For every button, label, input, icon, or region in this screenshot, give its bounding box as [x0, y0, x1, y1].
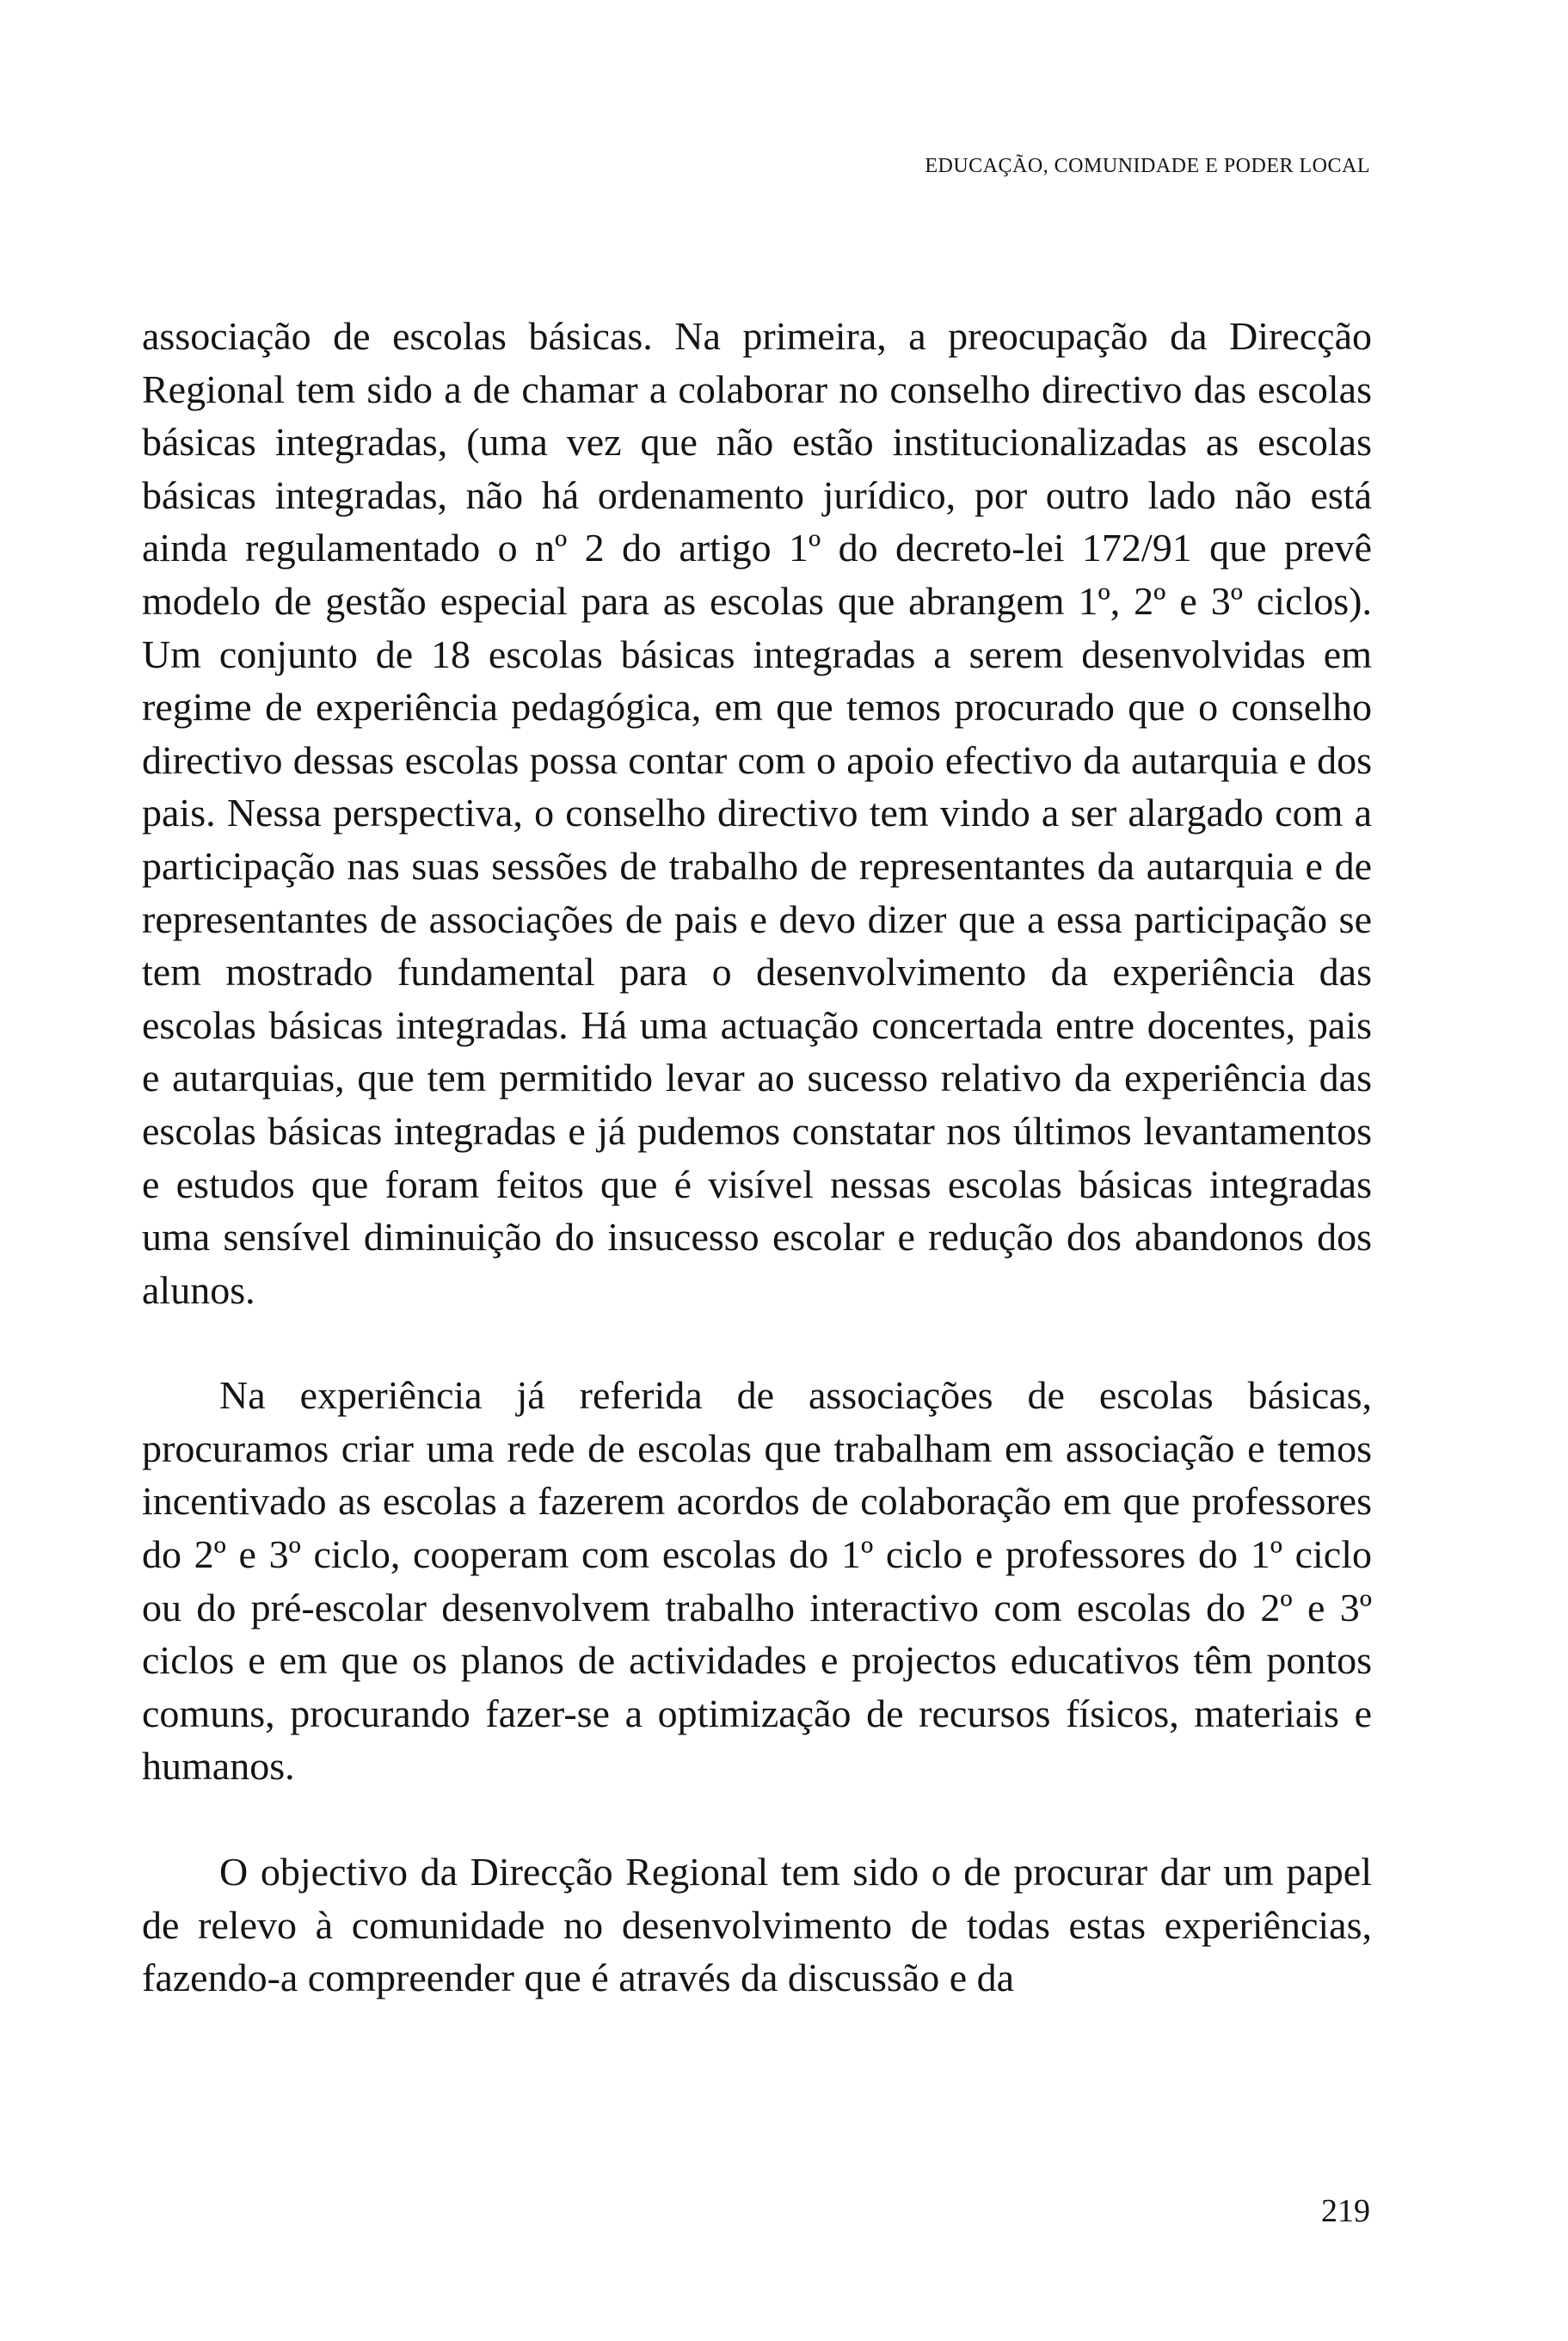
- paragraph-2: Na experiência já referida de associações de escolas básicas, procuramos criar uma rede de escolas que trabalham em associação e temos incentivado as escolas a fazerem acordos de colaboração em que professores do 2º e 3º ciclo, cooperam com escolas do 1º ciclo e professores do 1º ciclo ou do pré-escolar desenvolvem trabalho interactivo com escolas do 2º e 3º ciclos e em que os planos de actividades e projectos educativos têm pontos comuns, procurando fazer-se a optimização de recursos físicos, materiais e humanos.: [142, 1373, 1372, 1789]
- running-header: EDUCAÇÃO, COMUNIDADE E PODER LOCAL: [925, 155, 1370, 177]
- page-number: 219: [1321, 2193, 1370, 2229]
- paragraph-1: associação de escolas básicas. Na primeira, a preocupação da Direcção Regional tem sido a de chamar a colaborar no conselho directivo das escolas básicas integradas, (uma vez que não estão institucionalizadas as escolas básicas integradas, não há ordenamento jurídico, por outro lado não está ainda regulamentado o nº 2 do artigo 1º do decreto-lei 172/91 que prevê modelo de gestão especial para as escolas que abrangem 1º, 2º e 3º ciclos). Um conjunto de 18 escolas básicas integradas a serem desenvolvidas em regime de experiência pedagógica, em que temos procurado que o conselho directivo dessas escolas possa contar com o apoio efectivo da autarquia e dos pais. Nessa perspectiva, o conselho directivo tem vindo a ser alargado com a participação nas suas sessões de trabalho de representantes da autarquia e de representantes de associações de pais e devo dizer que a essa participação se tem mostrado fundamental para o desenvolvimento da experiência das escolas básicas integradas. Há uma actuação concertada entre docentes, pais e autarquias, que tem permitido levar ao sucesso relativo da experiência das escolas básicas integradas e já pudemos constatar nos últimos levantamentos e estudos que foram feitos que é visível nessas escolas básicas integradas uma sensível diminuição do insucesso escolar e redução dos abandonos dos alunos.: [142, 314, 1372, 1312]
- paragraph-3: O objectivo da Direcção Regional tem sido o de procurar dar um papel de relevo à comunidade no desenvolvimento de todas estas experiências, fazendo-a compreender que é através da discussão e da: [142, 1850, 1372, 2000]
- body-text: [142, 310, 1372, 2005]
